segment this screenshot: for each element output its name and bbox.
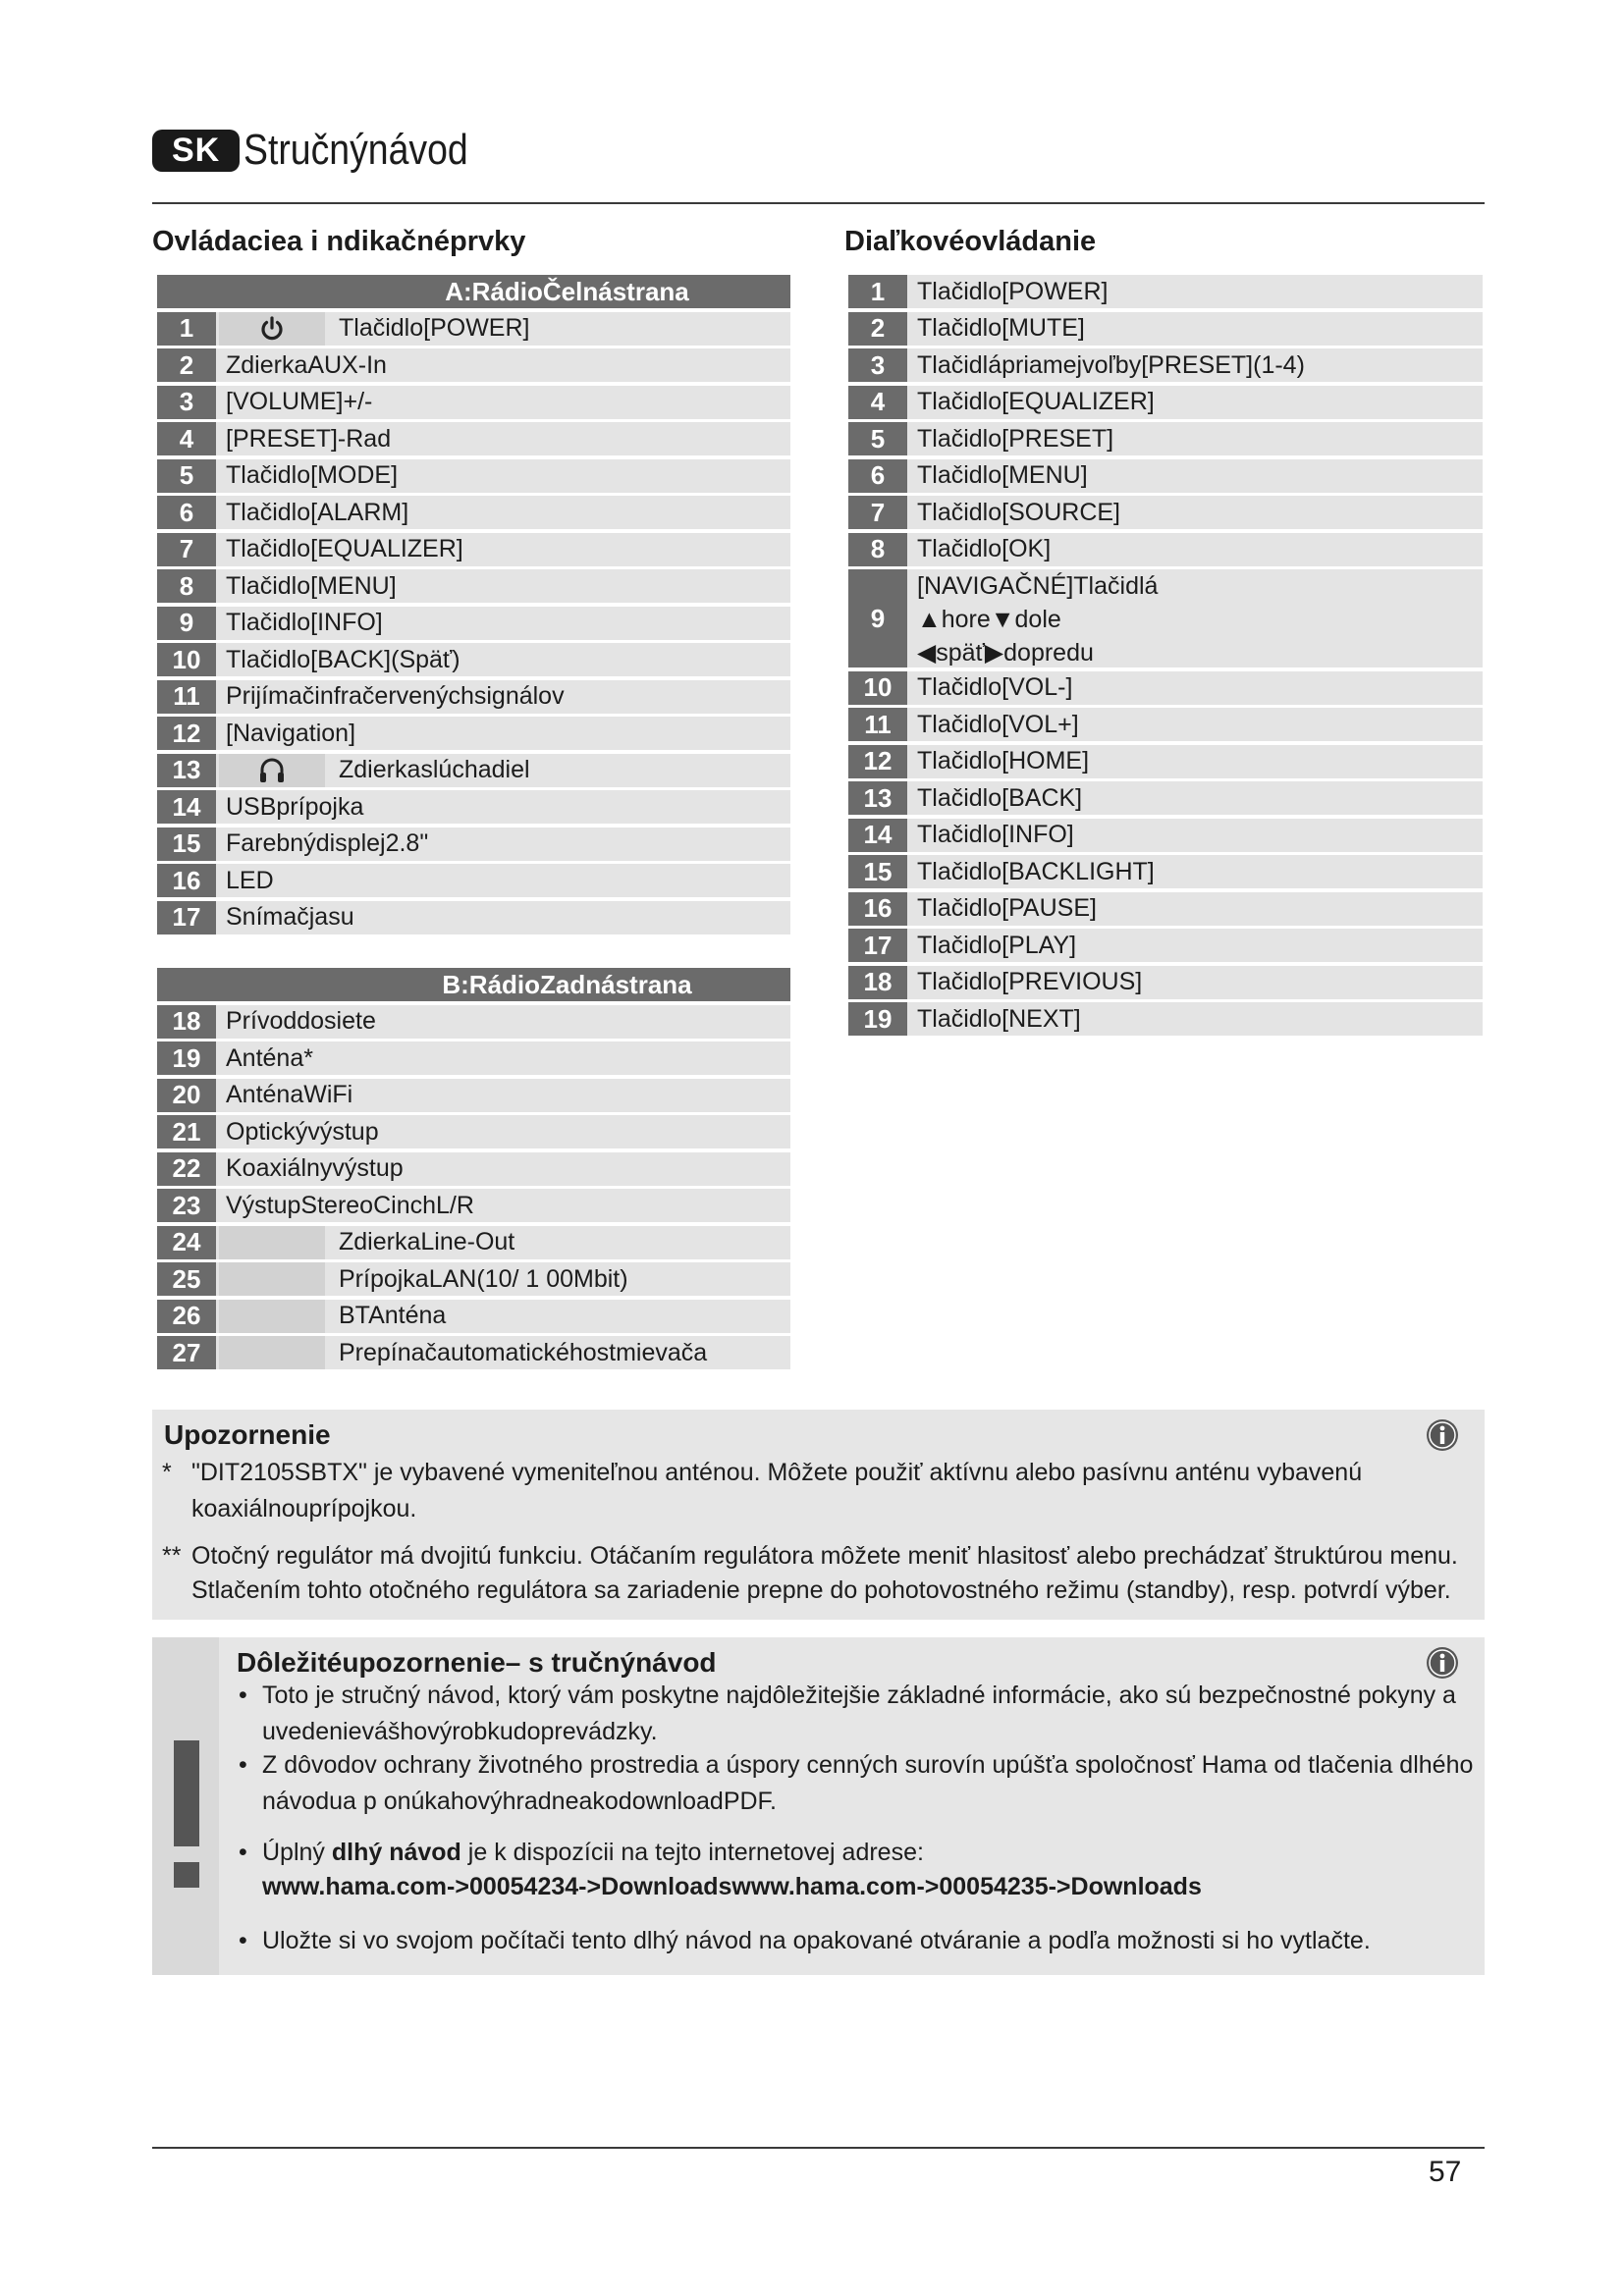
top-divider <box>152 202 1485 204</box>
item-label: Tlačidlo[OK] <box>917 535 1052 562</box>
item-label: LED <box>226 866 274 894</box>
table-row <box>157 607 790 640</box>
item-label: Tlačidlo[BACK](Späť) <box>226 645 460 673</box>
table-row <box>157 1041 790 1075</box>
table-row <box>157 717 790 750</box>
item-label: Tlačidlápriamejvoľby[PRESET](1-4) <box>917 350 1305 379</box>
item-label: Tlačidlo[PAUSE] <box>917 894 1097 922</box>
table-row <box>848 496 1483 529</box>
info-icon <box>1425 1417 1460 1453</box>
item-label: Tlačidlo[BACK] <box>917 783 1083 812</box>
item-number: 20 <box>157 1079 216 1112</box>
table-row <box>848 819 1483 852</box>
item-label: AnténaWiFi <box>226 1081 353 1108</box>
item-label: [PRESET]-Rad <box>226 424 392 453</box>
table-row <box>848 422 1483 455</box>
item-number: 9 <box>157 607 216 640</box>
table-row <box>157 312 790 346</box>
table-row <box>848 855 1483 888</box>
item-number: 13 <box>157 754 216 787</box>
item-label: Optickývýstup <box>226 1117 379 1146</box>
table-row <box>157 680 790 714</box>
table-row <box>848 459 1483 493</box>
notice-line-4: Uložte si vo svojom počítači tento dlhý návod na opakované otváranie a podľa možnosti si ho vytlačte. <box>262 1927 1371 1954</box>
back-panel-table <box>157 968 790 1373</box>
remote-heading: Diaľkovéovládanie <box>844 226 1097 257</box>
controls-heading: Ovládaciea i ndikačnéprvky <box>152 226 526 257</box>
item-number: 3 <box>848 348 907 382</box>
item-label: ZdierkaAUX-In <box>226 350 387 379</box>
table-row <box>157 1336 790 1369</box>
download-links[interactable]: www.hama.com->00054234->Downloadswww.hama.com->00054235->Downloads <box>262 1873 1202 1900</box>
long-manual-text: dlhý návod <box>331 1839 461 1866</box>
item-number: 8 <box>157 569 216 603</box>
item-label: USBprípojka <box>226 792 364 821</box>
table-row <box>157 1262 790 1296</box>
item-number: 15 <box>157 828 216 861</box>
item-label: Tlačidlo[PLAY] <box>917 931 1077 959</box>
item-label: Tlačidlo[POWER] <box>917 277 1109 305</box>
table-row <box>848 533 1483 566</box>
item-label: Anténa* <box>226 1043 313 1072</box>
table-row <box>848 745 1483 778</box>
item-number: 4 <box>157 422 216 455</box>
item-label-line: ▲hore▼dole <box>917 606 1061 633</box>
notice-line-2a: Z dôvodov ochrany životného prostredia a úspory cenných surovín upúšťa spoločnosť Hama od tlačenia dlhého <box>262 1751 1474 1779</box>
item-number: 5 <box>157 459 216 493</box>
item-number: 19 <box>848 1002 907 1036</box>
item-number: 7 <box>157 533 216 566</box>
icon-cell <box>219 754 325 787</box>
page-title: Stručnýnávod <box>244 126 468 174</box>
bottom-divider <box>152 2147 1485 2149</box>
item-label-line: [NAVIGAČNÉ]Tlačidlá <box>917 572 1159 600</box>
table-row <box>848 892 1483 926</box>
note-line-1b: koaxiálnouprípojkou. <box>191 1495 417 1522</box>
item-number: 27 <box>157 1336 216 1369</box>
item-label: Tlačidlo[VOL+] <box>917 710 1079 738</box>
table-row <box>157 348 790 382</box>
item-label <box>907 567 1158 669</box>
item-number: 23 <box>157 1189 216 1222</box>
table-row <box>157 643 790 676</box>
table-row <box>848 966 1483 999</box>
item-number: 17 <box>848 929 907 962</box>
item-label: Tlačidlo[MUTE] <box>917 314 1085 342</box>
note-star: * <box>162 1459 172 1486</box>
info-icon <box>1425 1645 1460 1681</box>
item-label: Tlačidlo[BACKLIGHT] <box>917 857 1155 885</box>
bullet: • <box>239 1682 247 1709</box>
icon-cell <box>219 312 325 346</box>
table-row <box>848 708 1483 741</box>
front-panel-title: A:RádioČelnástrana <box>157 275 790 308</box>
item-label: Prepínačautomatickéhostmievača <box>339 1338 708 1366</box>
item-number: 21 <box>157 1115 216 1148</box>
icon-cell <box>219 1262 325 1296</box>
table-row <box>848 569 1483 667</box>
item-number: 7 <box>848 496 907 529</box>
table-row <box>157 790 790 824</box>
table-row <box>157 1005 790 1039</box>
icon-cell <box>219 1226 325 1259</box>
item-label: Tlačidlo[INFO] <box>226 609 383 636</box>
table-row <box>157 754 790 787</box>
note-line-2b: Stlačením tohto otočného regulátora sa zariadenie prepne do pohotovostného režimu (standby), resp. potvrdí výber. <box>191 1576 1451 1604</box>
item-number: 3 <box>157 386 216 419</box>
icon-cell <box>219 1336 325 1369</box>
item-number: 15 <box>848 855 907 888</box>
item-label: Snímačjasu <box>226 903 354 931</box>
item-label: Tlačidlo[EQUALIZER] <box>226 535 463 562</box>
important-notice-title: Dôležitéupozornenie– s tručnýnávod <box>237 1647 717 1678</box>
item-label: [VOLUME]+/- <box>226 388 373 415</box>
icon-cell <box>219 1300 325 1333</box>
table-row <box>157 901 790 934</box>
item-label: Tlačidlo[MENU] <box>917 461 1088 489</box>
item-number: 18 <box>848 966 907 999</box>
note-line-1a: "DIT2105SBTX" je vybavené vymeniteľnou anténou. Môžete použiť aktívnu alebo pasívnu anténu vybavenú <box>191 1459 1363 1486</box>
table-row <box>848 275 1483 308</box>
table-row <box>157 459 790 493</box>
note-double-star: ** <box>162 1542 182 1570</box>
power-icon <box>258 315 286 343</box>
table-row <box>157 1152 790 1186</box>
item-label: Tlačidlo[PREVIOUS] <box>917 968 1143 995</box>
item-number: 25 <box>157 1262 216 1296</box>
notice-line-1a: Toto je stručný návod, ktorý vám poskytne najdôležitejšie základné informácie, ako sú bezpečnostné pokyny a <box>262 1682 1456 1709</box>
item-number: 14 <box>157 790 216 824</box>
page-header <box>152 126 508 175</box>
remote-control-table <box>848 275 1483 1040</box>
bullet: • <box>239 1751 247 1779</box>
table-row <box>157 422 790 455</box>
back-panel-title: B:RádioZadnástrana <box>157 968 790 1001</box>
table-row <box>157 828 790 861</box>
item-number: 11 <box>157 680 216 714</box>
item-label: Farebnýdisplej2.8" <box>226 829 429 857</box>
item-number: 12 <box>157 717 216 750</box>
item-number: 1 <box>848 275 907 308</box>
table-row <box>848 312 1483 346</box>
item-label: Tlačidlo[HOME] <box>917 747 1090 774</box>
item-label-line: ◀späť▶dopredu <box>917 639 1094 667</box>
item-label: PrípojkaLAN(10/ 1 00Mbit) <box>339 1264 628 1293</box>
item-number: 2 <box>157 348 216 382</box>
important-notice-box <box>152 1637 1485 1975</box>
item-label: Prijímačinfračervenýchsignálov <box>226 682 565 710</box>
item-label: Tlačidlo[EQUALIZER] <box>917 388 1155 415</box>
item-number: 16 <box>157 864 216 897</box>
table-row <box>157 569 790 603</box>
item-label: Koaxiálnyvýstup <box>226 1154 404 1182</box>
table-row <box>157 1189 790 1222</box>
table-row <box>157 496 790 529</box>
note-line-2a: Otočný regulátor má dvojitú funkciu. Otáčaním regulátora môžete meniť hlasitosť alebo prechádzať štruktúrou menu. <box>191 1542 1458 1570</box>
item-label: Tlačidlo[INFO] <box>917 821 1074 848</box>
item-label: Zdierkaslúchadiel <box>339 756 530 783</box>
notice-line-2b: návodua p onúkahovýhradneakodownloadPDF. <box>262 1788 777 1815</box>
bullet: • <box>239 1927 247 1954</box>
item-number: 4 <box>848 386 907 419</box>
notice-line-1b: uvedenievášhovýrobkudoprevádzky. <box>262 1718 658 1745</box>
item-number: 22 <box>157 1152 216 1186</box>
item-number: 9 <box>848 569 907 667</box>
item-label: BTAnténa <box>339 1302 447 1329</box>
notice-line-3-pre: Úplný <box>262 1839 332 1866</box>
item-label: ZdierkaLine-Out <box>339 1228 515 1255</box>
item-label: Tlačidlo[ALARM] <box>226 498 409 526</box>
table-row <box>848 348 1483 382</box>
item-label: Tlačidlo[MODE] <box>226 461 399 489</box>
table-row <box>157 533 790 566</box>
item-number: 16 <box>848 892 907 926</box>
note-title: Upozornenie <box>164 1419 331 1450</box>
item-number: 26 <box>157 1300 216 1333</box>
front-panel-table <box>157 275 790 937</box>
item-label: Tlačidlo[VOL-] <box>917 673 1073 701</box>
table-row <box>157 1079 790 1112</box>
language-badge: SK <box>152 130 240 172</box>
item-number: 19 <box>157 1041 216 1075</box>
headphones-icon <box>257 756 287 785</box>
table-row <box>848 671 1483 705</box>
table-row <box>848 1002 1483 1036</box>
table-row <box>157 864 790 897</box>
item-label: Tlačidlo[NEXT] <box>917 1004 1081 1033</box>
table-row <box>848 929 1483 962</box>
table-row <box>848 386 1483 419</box>
item-number: 12 <box>848 745 907 778</box>
notice-line-3-post: je k dispozícii na tejto internetovej adrese: <box>460 1839 924 1866</box>
item-number: 17 <box>157 901 216 934</box>
item-number: 13 <box>848 781 907 815</box>
bullet: • <box>239 1839 247 1866</box>
item-label: Tlačidlo[PRESET] <box>917 424 1114 453</box>
item-label: Tlačidlo[MENU] <box>226 571 397 600</box>
notice-line-3 <box>262 1839 924 1867</box>
item-number: 24 <box>157 1226 216 1259</box>
item-number: 8 <box>848 533 907 566</box>
table-row <box>157 386 790 419</box>
item-number: 6 <box>157 496 216 529</box>
table-row <box>157 1115 790 1148</box>
item-label: Prívoddosiete <box>226 1007 376 1035</box>
note-box <box>152 1410 1485 1620</box>
item-number: 5 <box>848 422 907 455</box>
item-number: 11 <box>848 708 907 741</box>
item-label: [Navigation] <box>226 719 356 747</box>
table-row <box>848 781 1483 815</box>
item-number: 18 <box>157 1005 216 1039</box>
item-label: VýstupStereoCinchL/R <box>226 1191 474 1219</box>
item-number: 10 <box>157 643 216 676</box>
item-number: 1 <box>157 312 216 346</box>
item-number: 10 <box>848 671 907 705</box>
exclamation-icon <box>174 1740 199 1888</box>
table-row <box>157 1300 790 1333</box>
item-number: 2 <box>848 312 907 346</box>
page-number: 57 <box>1429 2156 1462 2188</box>
item-number: 6 <box>848 459 907 493</box>
item-number: 14 <box>848 819 907 852</box>
item-label: Tlačidlo[POWER] <box>339 314 530 342</box>
item-label: Tlačidlo[SOURCE] <box>917 498 1120 526</box>
table-row <box>157 1226 790 1259</box>
